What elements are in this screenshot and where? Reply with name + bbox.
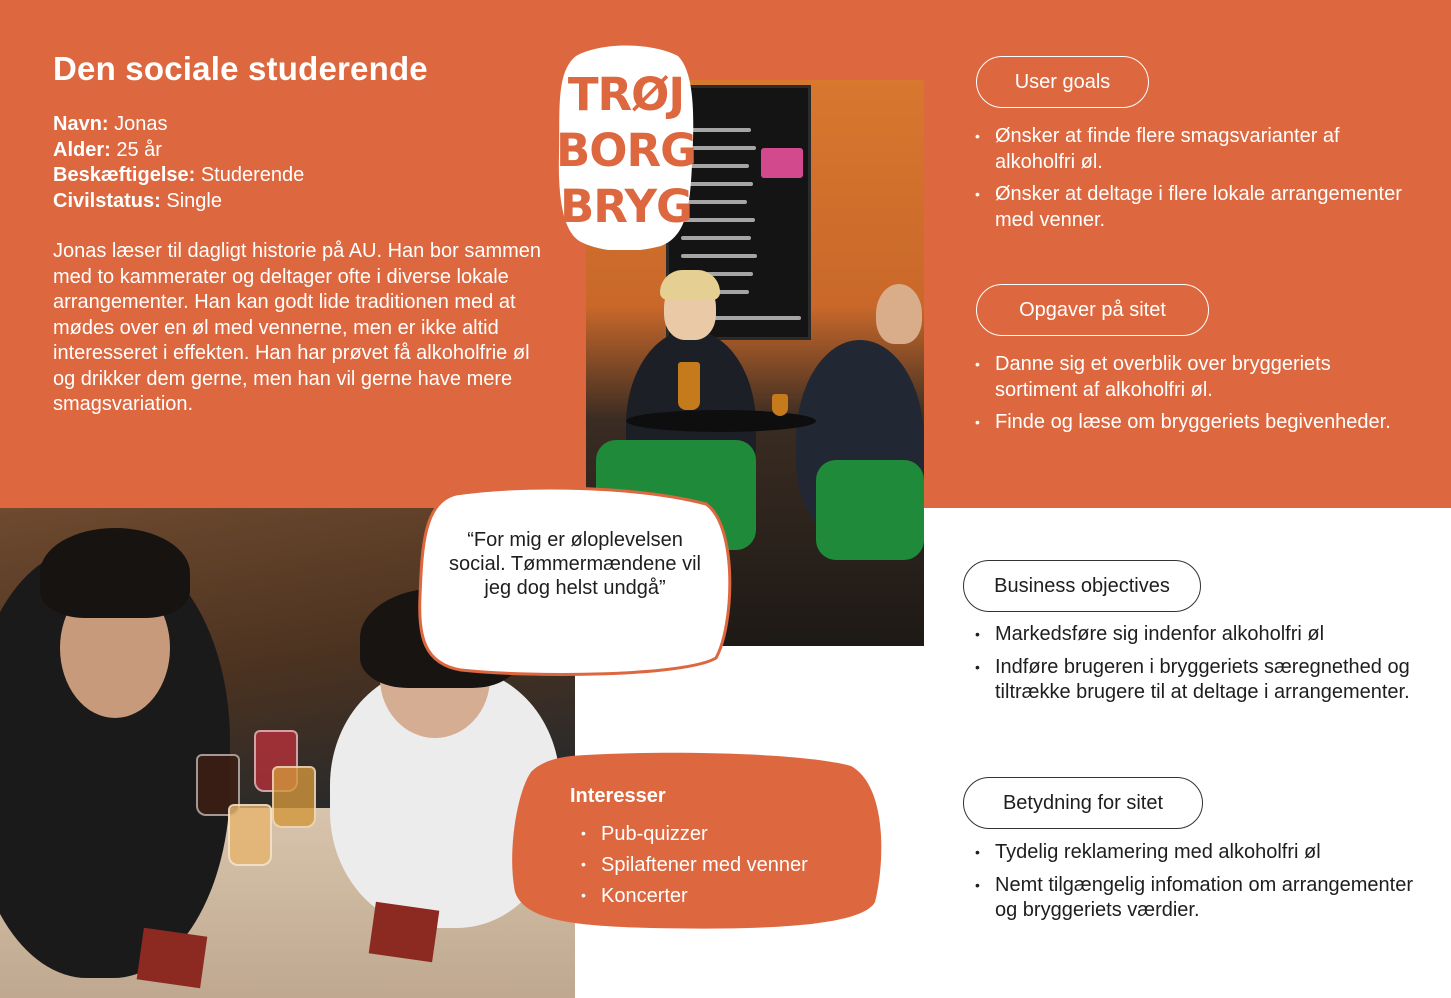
user-goals-pill: User goals (976, 56, 1149, 108)
fact-value: Single (166, 189, 222, 212)
logo-line-1: TRØJ (567, 68, 685, 121)
list-item: • Ønsker at finde flere smagsvarianter af alkoholfri øl. (975, 124, 1415, 175)
list-item: • Ønsker at deltage i flere lokale arrangementer med venner. (975, 182, 1415, 233)
significance-list (975, 840, 1415, 931)
logo-line-2: BORG (556, 124, 695, 177)
quote-bubble (416, 486, 734, 676)
quote-text: “For mig er øloplevelsen social. Tømmermændene vil jeg dog helst undgå” (449, 529, 701, 599)
fact-label: Alder: (53, 138, 111, 161)
list-item: • Pub-quizzer (581, 818, 808, 849)
interests-list (581, 818, 808, 911)
persona-title: Den sociale studerende (53, 50, 428, 87)
fact-age (53, 138, 304, 164)
interests-card (511, 752, 883, 930)
tasks-pill: Opgaver på sitet (976, 284, 1209, 336)
persona-bio: Jonas læser til dagligt historie på AU. Han bor sammen med to kammerater og deltager ofte i diverse lokale arrangementer. Han kan godt lide traditionen med at mødes over en øl med vennerne, men er ikke altid interesseret i effekten. Han har prøvet få alkoholfrie øl og drikker dem gerne, men han vil gerne have mere smagsvariation. (53, 240, 542, 415)
list-item: • Indføre brugeren i bryggeriets særegnethed og tiltrække brugere til at deltage i arrangementer. (975, 655, 1415, 706)
fact-occupation (53, 163, 304, 189)
fact-label: Civilstatus: (53, 189, 161, 212)
list-item: • Koncerter (581, 880, 808, 911)
list-item: • Nemt tilgængelig infomation om arrangementer og bryggeriets værdier. (975, 873, 1415, 924)
interests-title: Interesser (570, 785, 666, 807)
list-item: • Spilaftener med venner (581, 849, 808, 880)
fact-marital-status (53, 189, 304, 215)
fact-value: Jonas (114, 113, 168, 135)
brand-logo (556, 44, 695, 250)
persona-facts (53, 112, 304, 214)
fact-label: Navn: (53, 113, 109, 135)
list-item: • Markedsføre sig indenfor alkoholfri øl (975, 622, 1415, 648)
business-objectives-pill: Business objectives (963, 560, 1201, 612)
business-objectives-list (975, 622, 1415, 713)
list-item: • Finde og læse om bryggeriets begivenheder. (975, 410, 1415, 436)
list-item: • Danne sig et overblik over bryggeriets sortiment af alkoholfri øl. (975, 352, 1415, 403)
significance-pill: Betydning for sitet (963, 777, 1203, 829)
user-goals-list (975, 124, 1415, 240)
tasks-list (975, 352, 1415, 443)
fact-value: 25 år (116, 138, 162, 161)
logo-line-3: BRYG (559, 180, 693, 233)
fact-label: Beskæftigelse: (53, 164, 196, 186)
fact-name (53, 112, 304, 138)
list-item: • Tydelig reklamering med alkoholfri øl (975, 840, 1415, 866)
fact-value: Studerende (200, 164, 305, 186)
